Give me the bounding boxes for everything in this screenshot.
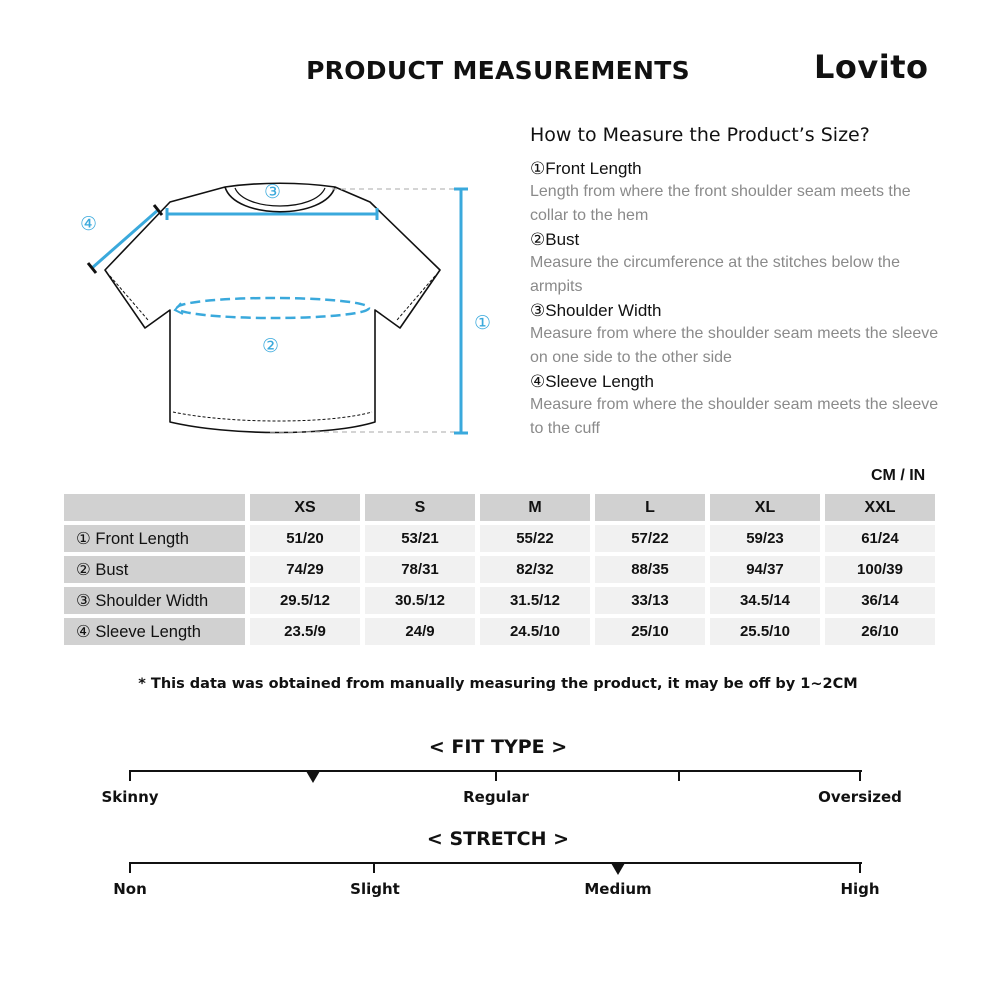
- guide-item-title: ②Bust: [530, 230, 580, 249]
- row-label: ③ Shoulder Width: [64, 587, 245, 614]
- guide-item-title: ③Shoulder Width: [530, 301, 662, 320]
- stretch-label-slight: Slight: [350, 880, 400, 898]
- table-cell: 78/31: [365, 556, 475, 583]
- size-header: XS: [250, 494, 360, 521]
- size-header: S: [365, 494, 475, 521]
- size-header: XXL: [825, 494, 935, 521]
- guide-item-title: ④Sleeve Length: [530, 372, 654, 391]
- row-label: ④ Sleeve Length: [64, 618, 245, 645]
- fit-label-regular: Regular: [463, 788, 529, 806]
- marker-front-length: ①: [474, 312, 492, 334]
- table-cell: 29.5/12: [250, 587, 360, 614]
- table-cell: 25/10: [595, 618, 705, 645]
- table-cell: 51/20: [250, 525, 360, 552]
- stretch-label-high: High: [840, 880, 880, 898]
- fit-type-indicator-icon: [306, 771, 320, 783]
- table-cell: 59/23: [710, 525, 820, 552]
- size-header: L: [595, 494, 705, 521]
- table-cell: 34.5/14: [710, 587, 820, 614]
- guide-item-desc: Measure from where the shoulder seam meets the sleeve to the cuff: [530, 396, 939, 437]
- table-corner-cell: [64, 494, 245, 521]
- size-header: M: [480, 494, 590, 521]
- marker-shoulder-width: ③: [264, 181, 282, 203]
- fit-type-scale: [130, 770, 862, 782]
- marker-sleeve-length: ④: [80, 213, 98, 235]
- fit-type-title: < FIT TYPE >: [428, 736, 568, 758]
- guide-item-desc: Measure the circumference at the stitches below the armpits: [530, 254, 900, 295]
- table-cell: 82/32: [480, 556, 590, 583]
- table-cell: 31.5/12: [480, 587, 590, 614]
- table-cell: 33/13: [595, 587, 705, 614]
- table-cell: 24/9: [365, 618, 475, 645]
- row-label: ① Front Length: [64, 525, 245, 552]
- row-label: ② Bust: [64, 556, 245, 583]
- stretch-label-non: Non: [113, 880, 147, 898]
- tshirt-outline-icon: [105, 183, 440, 432]
- brand-logo: Lovito: [814, 48, 929, 86]
- guide-heading: How to Measure the Product’s Size?: [530, 124, 870, 146]
- guide-item-desc: Length from where the front shoulder seam meets the collar to the hem: [530, 183, 911, 224]
- measurement-disclaimer: * This data was obtained from manually measuring the product, it may be off by 1~2CM: [138, 676, 858, 692]
- scale-tick: [129, 770, 131, 781]
- size-table: [59, 490, 940, 649]
- table-header-row: [64, 494, 935, 521]
- size-header: XL: [710, 494, 820, 521]
- table-cell: 26/10: [825, 618, 935, 645]
- page-title: PRODUCT MEASUREMENTS: [306, 56, 690, 85]
- table-cell: 55/22: [480, 525, 590, 552]
- scale-tick: [859, 862, 861, 873]
- scale-tick: [495, 770, 497, 781]
- table-cell: 61/24: [825, 525, 935, 552]
- table-cell: 57/22: [595, 525, 705, 552]
- stretch-title: < STRETCH >: [426, 828, 570, 850]
- scale-tick: [678, 770, 680, 781]
- table-row: [64, 556, 935, 583]
- table-cell: 24.5/10: [480, 618, 590, 645]
- table-cell: 88/35: [595, 556, 705, 583]
- table-cell: 30.5/12: [365, 587, 475, 614]
- table-cell: 36/14: [825, 587, 935, 614]
- table-row: [64, 618, 935, 645]
- stretch-scale: [130, 862, 862, 874]
- marker-bust: ②: [262, 335, 280, 357]
- table-row: [64, 525, 935, 552]
- table-cell: 25.5/10: [710, 618, 820, 645]
- table-cell: 23.5/9: [250, 618, 360, 645]
- stretch-label-medium: Medium: [584, 880, 652, 898]
- table-cell: 74/29: [250, 556, 360, 583]
- table-cell: 100/39: [825, 556, 935, 583]
- units-label: CM / IN: [871, 467, 926, 484]
- measure-guide: [530, 124, 950, 442]
- guide-item-title: ①Front Length: [530, 159, 642, 178]
- scale-tick: [373, 862, 375, 873]
- table-row: [64, 587, 935, 614]
- fit-label-skinny: Skinny: [101, 788, 159, 806]
- scale-tick: [129, 862, 131, 873]
- table-cell: 94/37: [710, 556, 820, 583]
- table-cell: 53/21: [365, 525, 475, 552]
- fit-label-oversized: Oversized: [818, 788, 902, 806]
- stretch-indicator-icon: [611, 863, 625, 875]
- tshirt-diagram: [70, 160, 510, 450]
- scale-tick: [859, 770, 861, 781]
- guide-item-desc: Measure from where the shoulder seam meets the sleeve on one side to the other side: [530, 325, 939, 366]
